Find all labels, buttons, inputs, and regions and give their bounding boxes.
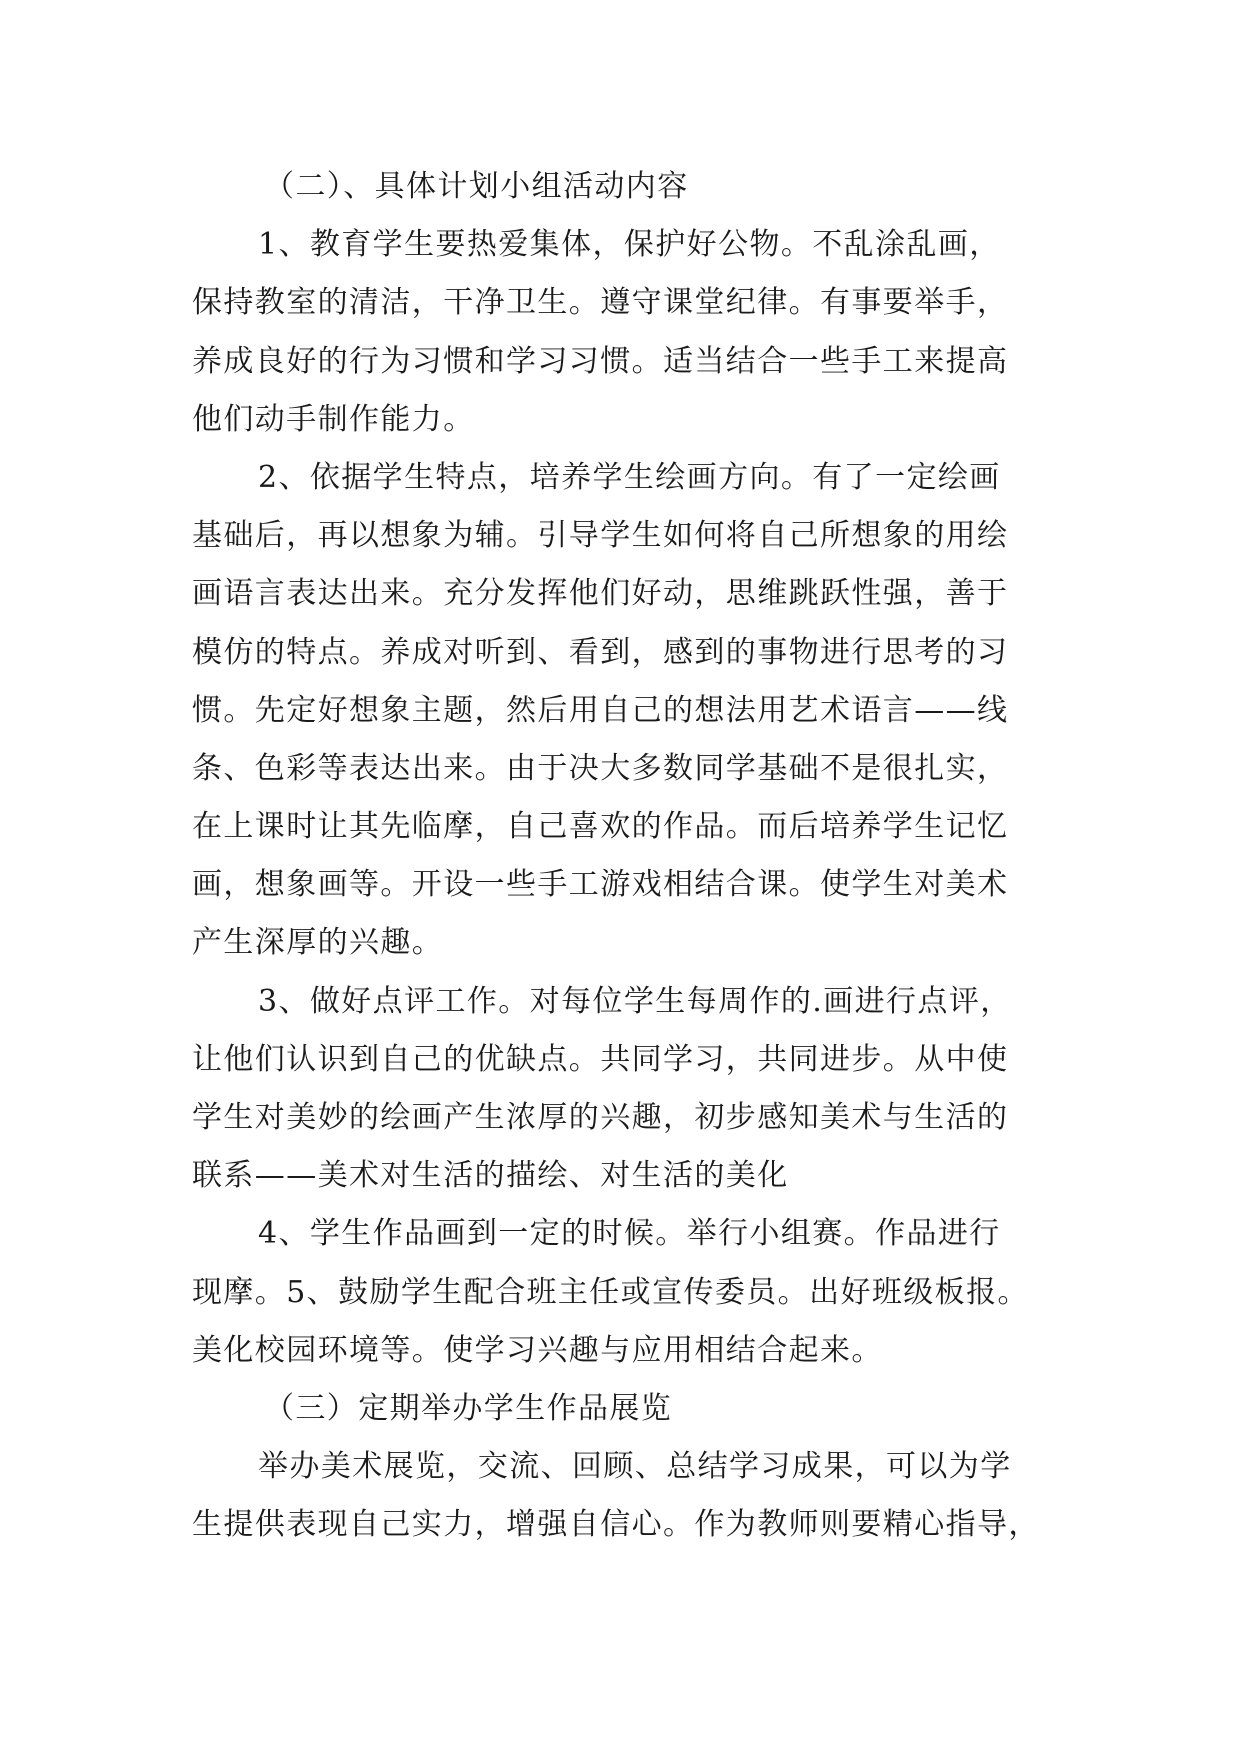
paragraph-line: 2、依据学生特点，培养学生绘画方向。有了一定绘画 xyxy=(258,459,1001,495)
section-heading-3: （三）定期举办学生作品展览 xyxy=(264,1390,673,1426)
paragraph-line: 举办美术展览，交流、回顾、总结学习成果，可以为学 xyxy=(258,1449,1012,1485)
paragraph-line: 产生深厚的兴趣。 xyxy=(192,925,444,961)
paragraph-line: 惯。先定好想象主题，然后用自己的想法用艺术语言——线 xyxy=(192,692,1009,728)
paragraph-line: 保持教室的清洁，干净卫生。遵守课堂纪律。有事要举手， xyxy=(192,285,1009,321)
paragraph-line: 美化校园环境等。使学习兴趣与应用相结合起来。 xyxy=(192,1332,883,1368)
document-body xyxy=(192,158,1060,1555)
section-heading-2: （二）、具体计划小组活动内容 xyxy=(264,169,689,204)
paragraph-line: 让他们认识到自己的优缺点。共同学习，共同进步。从中使 xyxy=(192,1041,1009,1077)
paragraph-line: 养成良好的行为习惯和学习习惯。适当结合一些手工来提高 xyxy=(192,343,1009,379)
paragraph-line: 1、教育学生要热爱集体，保护好公物。不乱涂乱画， xyxy=(258,227,1001,263)
paragraph-line: 学生对美妙的绘画产生浓厚的兴趣，初步感知美术与生活的 xyxy=(192,1100,1009,1135)
paragraph-line: 生提供表现自己实力，增强自信心。作为教师则要精心指导， xyxy=(192,1507,1040,1543)
paragraph-line: 3、做好点评工作。对每位学生每周作的.画进行点评， xyxy=(258,983,1012,1019)
paragraph-line: 画语言表达出来。充分发挥他们好动，思维跳跃性强，善于 xyxy=(192,576,1009,612)
paragraph-line: 条、色彩等表达出来。由于决大多数同学基础不是很扎实， xyxy=(192,750,1009,786)
paragraph-line: 在上课时让其先临摩，自己喜欢的作品。而后培养学生记忆 xyxy=(192,809,1009,845)
paragraph-line: 他们动手制作能力。 xyxy=(192,401,475,437)
paragraph-line: 4、学生作品画到一定的时候。举行小组赛。作品进行 xyxy=(258,1216,1001,1252)
paragraph-line: 画，想象画等。开设一些手工游戏相结合课。使学生对美术 xyxy=(192,867,1009,903)
paragraph-line: 模仿的特点。养成对听到、看到，感到的事物进行思考的习 xyxy=(192,634,1009,670)
paragraph-line: 现摩。5、鼓励学生配合班主任或宣传委员。出好班级板报。 xyxy=(192,1274,1029,1310)
paragraph-line: 联系——美术对生活的描绘、对生活的美化 xyxy=(192,1158,789,1194)
paragraph-line: 基础后，再以想象为辅。引导学生如何将自己所想象的用绘 xyxy=(192,518,1009,554)
